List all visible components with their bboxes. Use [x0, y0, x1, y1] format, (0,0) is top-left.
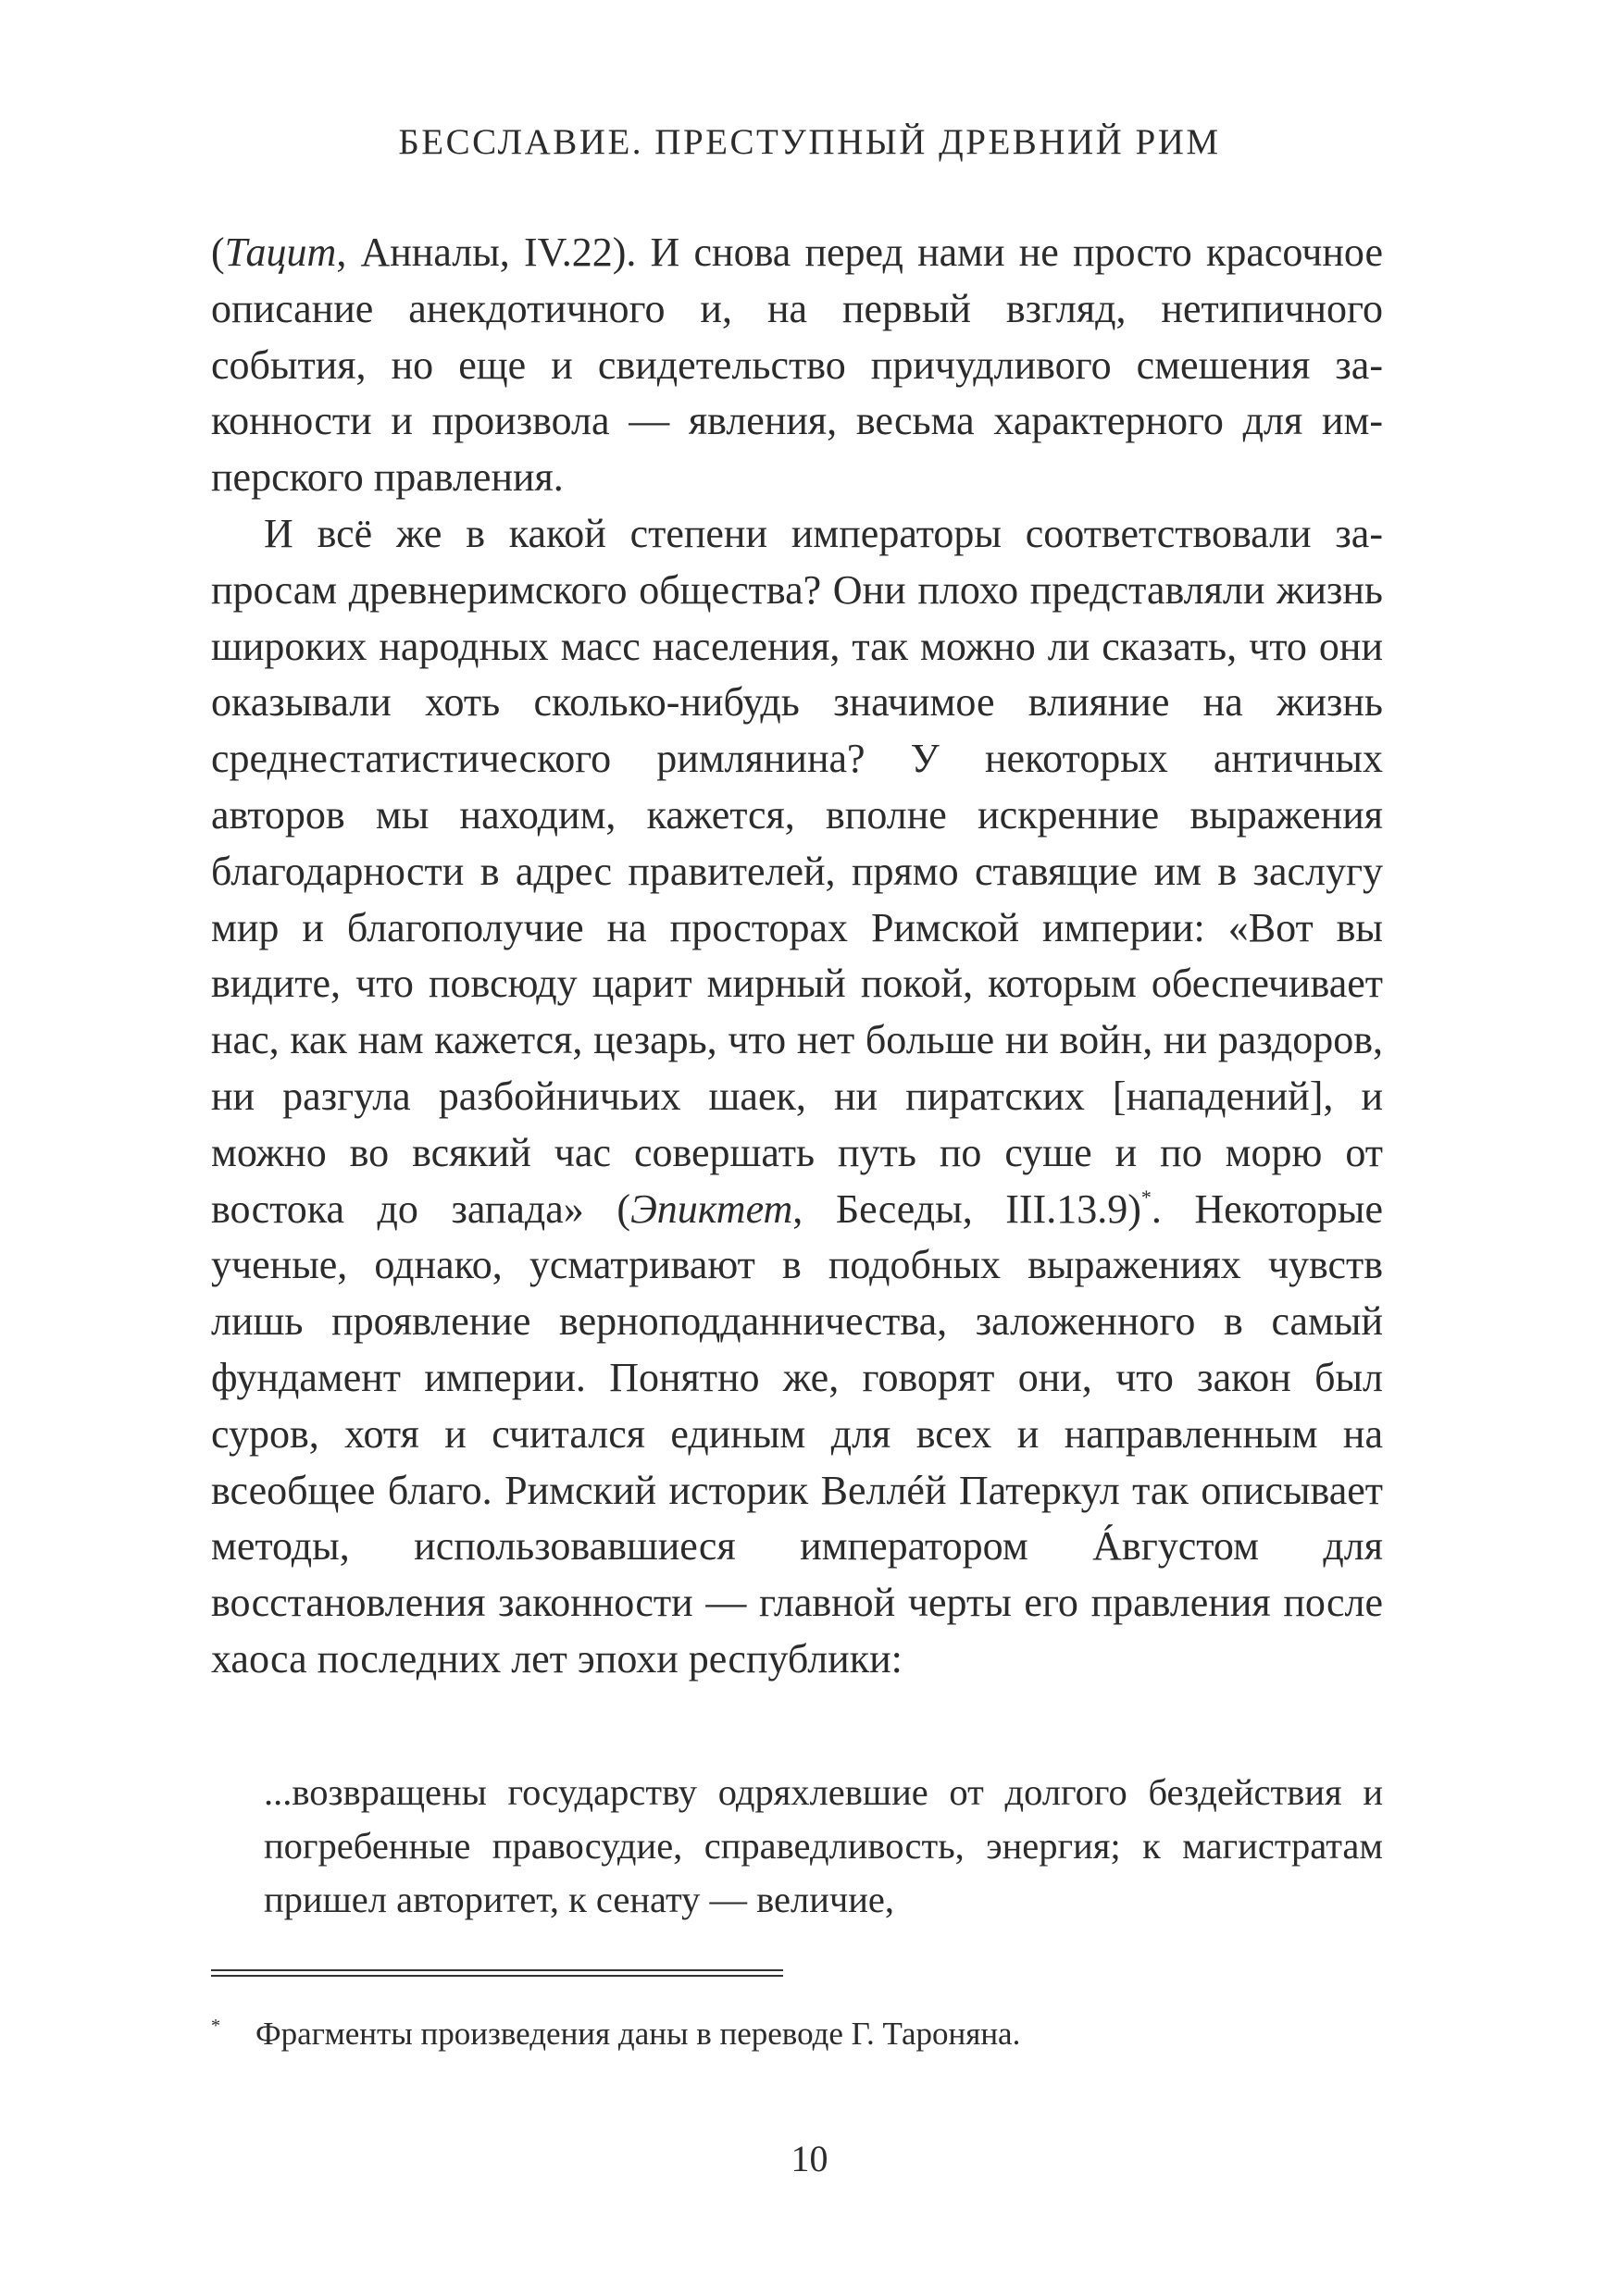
p1-open-paren: (	[211, 230, 225, 275]
paragraph-1	[211, 225, 1383, 506]
running-head: БЕССЛАВИЕ. ПРЕСТУПНЫЙ ДРЕВНИЙ РИМ	[398, 122, 1221, 162]
footnote: * Фрагменты произведения даны в переводе Г. Тароняна.	[211, 2016, 1021, 2052]
block-quote	[264, 1766, 1383, 1927]
footnote-text: Фрагменты произведения даны в переводе Г. Тароняна.	[255, 2016, 1021, 2052]
footnote-reference: *	[1140, 1185, 1152, 1209]
paragraph-2	[211, 506, 1383, 1688]
p2-text-before: И всё же в какой степени императоры соответствовали запросам древнеримского общества? Они плохо представляли жизнь широких народных масс населения, так можно ли сказать, что они оказывали хоть сколько-нибудь значимое влияние на жизнь среднестатистического римлянина? У некоторых античных авторов мы находим, кажется, вполне искренние выражения благодарности в адрес правителей, прямо ставящие им в заслугу мир и благополучие на просторах Римской империи: «Вот вы видите, что повсюду царит мирный покой, которым обеспечивает нас, как нам кажется, цезарь, что нет больше ни войн, ни раздоров, ни разгула разбойничьих шаек, ни пиратских [нападений], и можно во всякий час совершать путь по суше и по морю от востока до запада» (	[211, 510, 1383, 1232]
p2-text-after: . Некоторые ученые, однако, усматривают в подобных выражениях чувств лишь проявление верноподданничества, заложенного в самый фундамент империи. Понятно же, говорят они, что закон был суров, хотя и считался единым для всех и направленным на всеобщее благо. Римский историк Веллéй Патеркул так описывает методы, использовавшиеся императором Áвгустом для восстановления законности — главной черты его правления после хаоса последних лет эпохи республики:	[211, 1185, 1384, 1682]
footnote-divider	[211, 1969, 783, 1977]
p1-author-italic: Тацит	[224, 230, 337, 275]
page-number: 10	[791, 2138, 828, 2179]
main-text	[211, 225, 1383, 1688]
p2-text-citation: , Беседы, III.13.9)	[792, 1185, 1141, 1232]
p1-text: , Анналы, IV.22). И снова перед нами не просто красочное описание анекдотичного и, на первый взгляд, нетипичного события, но еще и свидетельство причудливого смешения законности и произвола — явления, весьма характерного для имперского правления.	[211, 230, 1383, 501]
p2-author-italic: Эпиктет	[629, 1185, 793, 1232]
quote-text: ...возвращены государству одряхлевшие от долгого бездействия и погребенные правосудие, справедливость, энергия; к магистратам пришел авторитет, к сенату — величие,	[264, 1771, 1383, 1920]
